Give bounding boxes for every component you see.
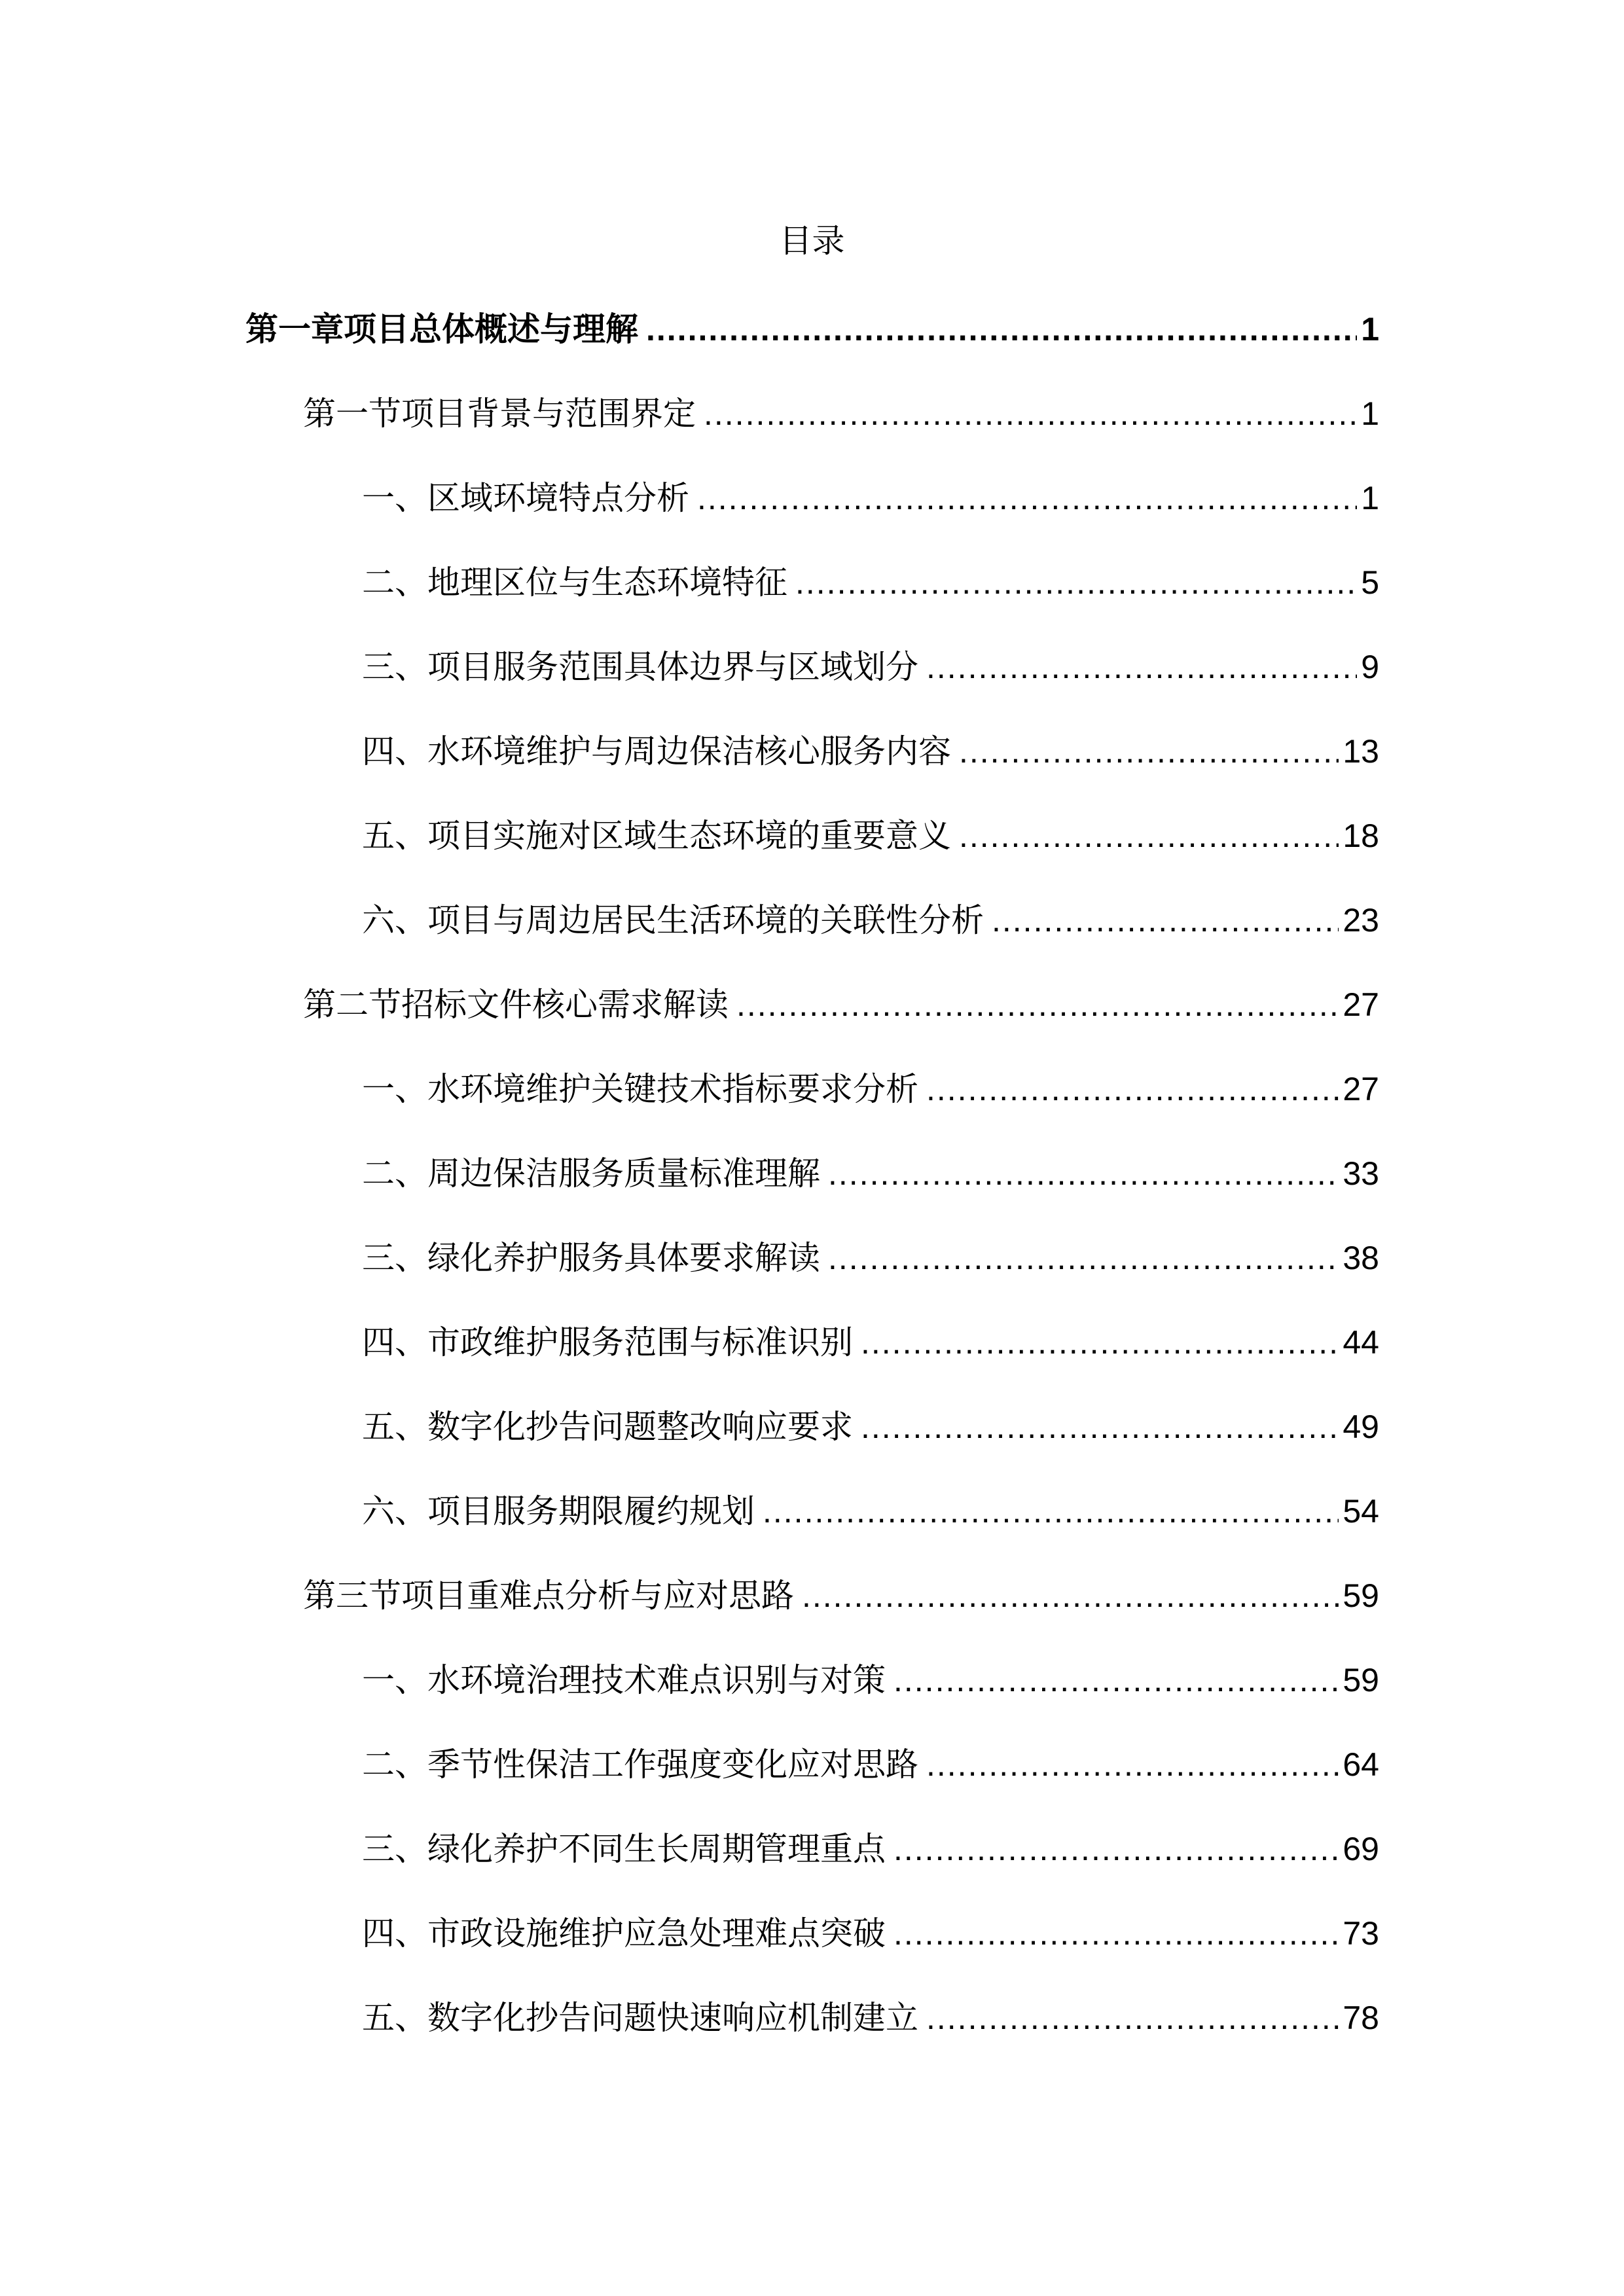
toc-page-number: 59 [1343,1577,1379,1614]
toc-page-number: 27 [1343,986,1379,1023]
toc-entry-section[interactable] [303,969,1379,1041]
toc-page-number: 5 [1361,564,1379,601]
toc-dot-leader [926,631,1357,703]
toc-entry-text: 四、市政设施维护应急处理难点突破 [362,1914,886,1952]
toc-entry-text: 第一章项目总体概述与理解 [245,310,638,348]
toc-dot-leader [893,1897,1339,1969]
toc-page-number: 1 [1361,480,1379,516]
toc-entry-text: 第三节项目重难点分析与应对思路 [303,1577,794,1615]
toc-page-number: 1 [1361,395,1379,432]
toc-entry-text: 第一节项目背景与范围界定 [303,395,696,433]
toc-dot-leader [861,1391,1339,1463]
toc-page-number: 64 [1343,1746,1379,1783]
toc-dot-leader [926,1053,1339,1125]
toc-entry-text: 三、绿化养护服务具体要求解读 [362,1239,820,1277]
toc-entry-subsection[interactable] [362,631,1379,703]
toc-entry-section[interactable] [303,378,1379,450]
toc-entry-subsection[interactable] [362,800,1379,872]
toc-entry-subsection[interactable] [362,1897,1379,1969]
toc-entry-subsection[interactable] [362,1138,1379,1210]
toc-page-number: 9 [1361,649,1379,685]
toc-entry-subsection[interactable] [362,1053,1379,1125]
toc-entry-subsection[interactable] [362,1729,1379,1801]
toc-page-number: 13 [1343,733,1379,770]
toc-page-number: 59 [1343,1662,1379,1698]
toc-entry-text: 一、水环境治理技术难点识别与对策 [362,1661,886,1699]
toc-entry-text: 六、项目与周边居民生活环境的关联性分析 [362,901,984,939]
toc-page-number: 38 [1343,1240,1379,1276]
toc-entry-text: 第二节招标文件核心需求解读 [303,986,729,1024]
toc-entry-text: 一、水环境维护关键技术指标要求分析 [362,1070,918,1108]
toc-page-number: 78 [1343,2000,1379,2036]
toc-dot-leader [828,1138,1339,1210]
toc-entry-subsection[interactable] [362,1306,1379,1378]
toc-page-number: 33 [1343,1155,1379,1192]
toc-dot-leader [802,1560,1339,1632]
toc-entry-text: 三、绿化养护不同生长周期管理重点 [362,1830,886,1868]
toc-entry-text: 二、地理区位与生态环境特征 [362,564,787,601]
toc-dot-leader [992,884,1339,956]
toc-dot-leader [926,1982,1339,2054]
toc-entry-text: 一、区域环境特点分析 [362,479,689,517]
toc-entry-chapter[interactable] [245,293,1379,365]
toc-dot-leader [736,969,1339,1041]
toc-dot-leader [828,1222,1339,1294]
toc-dot-leader [861,1306,1339,1378]
toc-entry-subsection[interactable] [362,1982,1379,2054]
toc-entry-subsection[interactable] [362,1813,1379,1885]
toc-page-number: 27 [1343,1071,1379,1107]
toc-entry-text: 六、项目服务期限履约规划 [362,1492,755,1530]
toc-page-number: 54 [1343,1493,1379,1530]
toc-entry-subsection[interactable] [362,547,1379,619]
toc-entry-text: 三、项目服务范围具体边界与区域划分 [362,648,918,686]
toc-entry-text: 五、数字化抄告问题快速响应机制建立 [362,1999,918,2037]
toc-dot-leader [959,715,1339,787]
toc-dot-leader [959,800,1339,872]
toc-page-number: 1 [1361,311,1379,348]
toc-entry-subsection[interactable] [362,1222,1379,1294]
toc-entry-text: 二、季节性保洁工作强度变化应对思路 [362,1746,918,1784]
toc-entry-text: 四、水环境维护与周边保洁核心服务内容 [362,732,951,770]
toc-page-number: 73 [1343,1915,1379,1952]
toc-dot-leader [697,462,1357,534]
toc-entry-subsection[interactable] [362,1475,1379,1547]
toc-dot-leader [893,1813,1339,1885]
toc-entry-subsection[interactable] [362,1391,1379,1463]
toc-entry-subsection[interactable] [362,884,1379,956]
toc-title: 目录 [779,222,845,260]
toc-entry-text: 四、市政维护服务范围与标准识别 [362,1323,853,1361]
toc-entry-subsection[interactable] [362,715,1379,787]
toc-page-number: 49 [1343,1408,1379,1445]
toc-entry-text: 五、数字化抄告问题整改响应要求 [362,1408,853,1446]
toc-entry-subsection[interactable] [362,1644,1379,1716]
toc-dot-leader [795,547,1357,619]
toc-dot-leader [893,1644,1339,1716]
toc-entry-section[interactable] [303,1560,1379,1632]
toc-entry-text: 五、项目实施对区域生态环境的重要意义 [362,817,951,855]
toc-dot-leader [646,293,1357,365]
toc-page-number: 44 [1343,1324,1379,1361]
toc-dot-leader [926,1729,1339,1801]
toc-entry-text: 二、周边保洁服务质量标准理解 [362,1155,820,1193]
toc-page-number: 69 [1343,1831,1379,1867]
toc-dot-leader [763,1475,1339,1547]
toc-entry-subsection[interactable] [362,462,1379,534]
toc-page-number: 23 [1343,902,1379,939]
toc-page-number: 18 [1343,817,1379,854]
toc-dot-leader [704,378,1357,450]
